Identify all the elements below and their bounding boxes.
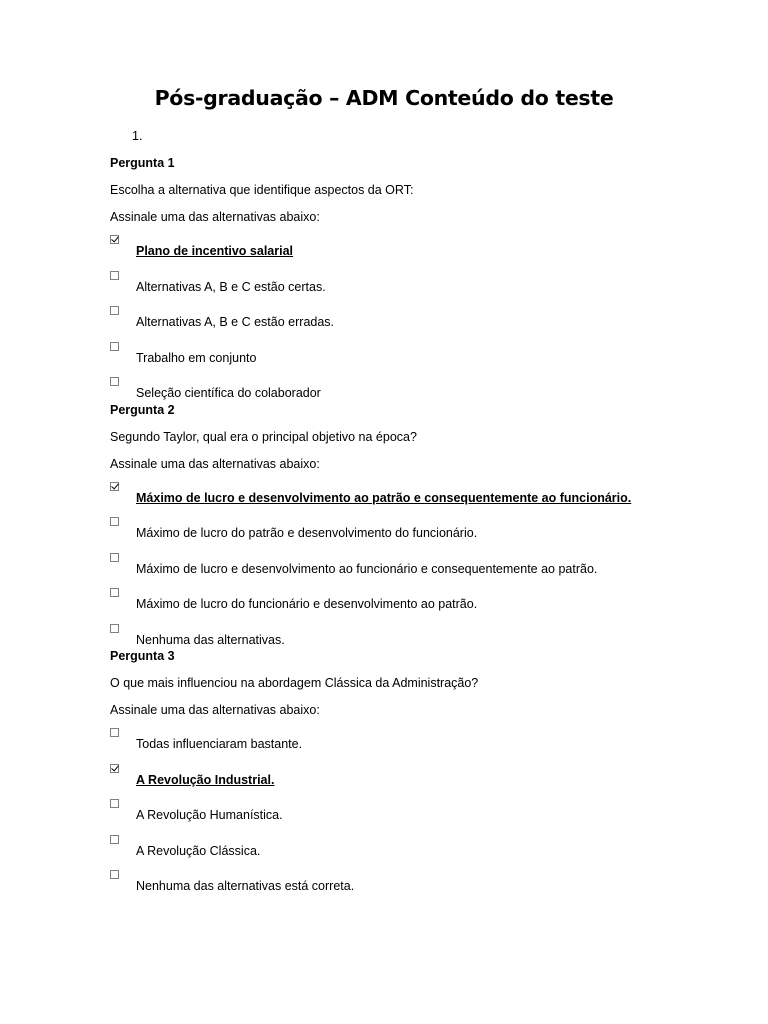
checkbox-icon[interactable]	[110, 870, 119, 879]
question-3	[110, 648, 730, 904]
checkbox-icon[interactable]	[110, 835, 119, 844]
option-label: Nenhuma das alternativas.	[136, 632, 285, 647]
option-item[interactable]	[110, 515, 730, 551]
option-label: Seleção científica do colaborador	[136, 386, 321, 400]
options-list	[110, 480, 730, 658]
option-item[interactable]	[110, 233, 730, 269]
question-2	[110, 402, 730, 658]
checkbox-icon[interactable]	[110, 377, 119, 386]
question-1	[110, 155, 730, 411]
checkbox-icon[interactable]	[110, 799, 119, 808]
option-item[interactable]	[110, 622, 730, 658]
option-label: A Revolução Clássica.	[136, 843, 261, 858]
checkbox-icon[interactable]	[110, 342, 119, 351]
checkbox-icon[interactable]	[110, 271, 119, 280]
option-item[interactable]	[110, 480, 730, 516]
option-item[interactable]	[110, 762, 730, 798]
option-item[interactable]	[110, 833, 730, 869]
option-item[interactable]	[110, 726, 730, 762]
option-label: Nenhuma das alternativas está correta.	[136, 879, 355, 893]
option-label: A Revolução Humanística.	[136, 808, 283, 822]
option-label: Alternativas A, B e C estão certas.	[136, 279, 326, 294]
question-text: Segundo Taylor, qual era o principal objetivo na época?	[110, 429, 417, 444]
option-label: Plano de incentivo salarial	[136, 244, 294, 258]
option-item[interactable]	[110, 797, 730, 833]
checkbox-icon[interactable]	[110, 517, 119, 526]
option-item[interactable]	[110, 375, 730, 411]
option-label: Trabalho em conjunto	[136, 350, 257, 365]
options-list	[110, 726, 730, 904]
checkbox-icon[interactable]	[110, 553, 119, 562]
question-label: Pergunta 2	[110, 402, 175, 417]
checkbox-checked-icon[interactable]	[110, 235, 119, 244]
checkbox-icon[interactable]	[110, 728, 119, 737]
option-label: Todas influenciaram bastante.	[136, 737, 303, 751]
option-item[interactable]	[110, 868, 730, 904]
checkbox-icon[interactable]	[110, 624, 119, 633]
option-label: Máximo de lucro e desenvolvimento ao funcionário e consequentemente ao patrão.	[136, 561, 598, 576]
options-list	[110, 233, 730, 411]
checkbox-checked-icon[interactable]	[110, 764, 119, 773]
option-label: A Revolução Industrial.	[136, 772, 275, 787]
checkbox-icon[interactable]	[110, 306, 119, 315]
checkbox-icon[interactable]	[110, 588, 119, 597]
page-title: Pós-graduação – ADM Conteúdo do teste	[154, 86, 614, 110]
question-text: Escolha a alternativa que identifique aspectos da ORT:	[110, 183, 414, 197]
list-number: 1.	[132, 129, 143, 143]
question-instruction: Assinale uma das alternativas abaixo:	[110, 456, 320, 471]
option-item[interactable]	[110, 551, 730, 587]
option-label: Máximo de lucro e desenvolvimento ao patrão e consequentemente ao funcionário.	[136, 490, 632, 505]
question-label: Pergunta 3	[110, 649, 175, 663]
option-item[interactable]	[110, 586, 730, 622]
question-instruction: Assinale uma das alternativas abaixo:	[110, 210, 320, 224]
option-item[interactable]	[110, 269, 730, 305]
option-label: Máximo de lucro do funcionário e desenvolvimento ao patrão.	[136, 597, 478, 611]
option-item[interactable]	[110, 304, 730, 340]
option-label: Máximo de lucro do patrão e desenvolvimento do funcionário.	[136, 526, 478, 540]
question-instruction: Assinale uma das alternativas abaixo:	[110, 703, 320, 717]
option-item[interactable]	[110, 340, 730, 376]
option-label: Alternativas A, B e C estão erradas.	[136, 315, 335, 329]
question-label: Pergunta 1	[110, 156, 175, 170]
checkbox-checked-icon[interactable]	[110, 482, 119, 491]
question-text: O que mais influenciou na abordagem Clássica da Administração?	[110, 676, 479, 690]
questions-container	[110, 155, 730, 904]
